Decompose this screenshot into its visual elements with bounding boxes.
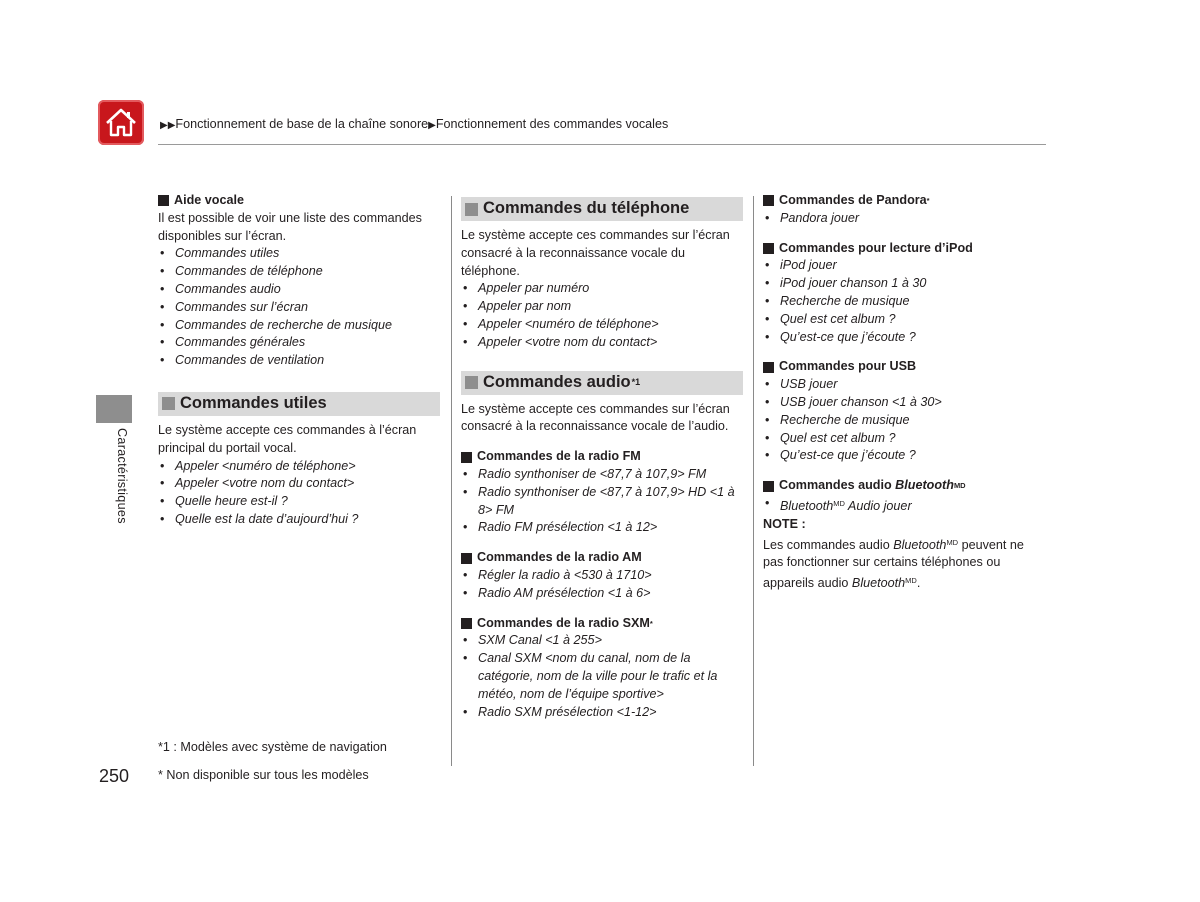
footnote-availability: * Non disponible sur tous les modèles bbox=[158, 768, 369, 782]
square-bullet-icon bbox=[158, 195, 169, 206]
footnote-navigation: *1 : Modèles avec système de navigation bbox=[158, 740, 387, 754]
list-item: • Régler la radio à <530 à 1710> bbox=[461, 567, 743, 585]
commandes-utiles-list bbox=[158, 458, 440, 529]
bluetooth-audio-list bbox=[763, 495, 1045, 516]
list-item: • Radio AM présélection <1 à 6> bbox=[461, 585, 743, 603]
list-item: • Commandes utiles bbox=[158, 245, 440, 263]
chapter-tab-label: Caractéristiques bbox=[114, 428, 129, 524]
radio-am-heading: Commandes de la radio AM bbox=[461, 549, 743, 567]
list-item: • Qu’est-ce que j’écoute ? bbox=[763, 329, 1045, 347]
column-divider-1 bbox=[451, 196, 452, 766]
column-2 bbox=[461, 197, 743, 721]
aide-vocale-heading: Aide vocale bbox=[158, 192, 440, 210]
list-item: • Appeler <numéro de téléphone> bbox=[461, 316, 743, 334]
commandes-telephone-list bbox=[461, 280, 743, 351]
list-item: • Appeler <votre nom du contact> bbox=[461, 334, 743, 352]
list-item: • iPod jouer chanson 1 à 30 bbox=[763, 275, 1045, 293]
column-3 bbox=[763, 192, 1045, 593]
list-item: • SXM Canal <1 à 255> bbox=[461, 632, 743, 650]
list-item: • Quelle heure est-il ? bbox=[158, 493, 440, 511]
list-item: • Bluetooth$^{MD}$ Audio jouer bbox=[763, 495, 1045, 516]
pandora-list bbox=[763, 210, 1045, 228]
square-bullet-icon bbox=[461, 618, 472, 629]
breadcrumb-link-audio[interactable]: Fonctionnement de base de la chaîne sonore bbox=[175, 117, 429, 131]
square-bullet-icon bbox=[461, 553, 472, 564]
radio-sxm-list bbox=[461, 632, 743, 721]
list-item: • Radio synthoniser de <87,7 à 107,9> FM bbox=[461, 466, 743, 484]
home-icon bbox=[98, 100, 144, 145]
list-item: • USB jouer chanson <1 à 30> bbox=[763, 394, 1045, 412]
commandes-audio-heading: Commandes audio *1 bbox=[461, 371, 743, 395]
square-bullet-icon bbox=[763, 481, 774, 492]
list-item: • Appeler par numéro bbox=[461, 280, 743, 298]
square-bullet-icon bbox=[461, 452, 472, 463]
header-divider bbox=[158, 144, 1046, 145]
usb-heading: Commandes pour USB bbox=[763, 358, 1045, 376]
column-1 bbox=[158, 192, 440, 529]
list-item: • Radio SXM présélection <1-12> bbox=[461, 704, 743, 722]
list-item: • Commandes de téléphone bbox=[158, 263, 440, 281]
usb-list bbox=[763, 376, 1045, 465]
grey-square-icon bbox=[465, 203, 478, 216]
list-item: • Appeler par nom bbox=[461, 298, 743, 316]
breadcrumb-arrows-icon: ▶▶ bbox=[160, 120, 176, 131]
list-item: • Quel est cet album ? bbox=[763, 430, 1045, 448]
availability-mark: * bbox=[926, 196, 930, 205]
commandes-telephone-text: Le système accepte ces commandes sur l’écran consacré à la reconnaissance vocale du téléphone. bbox=[461, 228, 730, 278]
list-item: • Appeler <numéro de téléphone> bbox=[158, 458, 440, 476]
list-item: • Canal SXM <nom du canal, nom de la catégorie, nom de la ville pour le trafic et la météo, nom de l’équipe sportive> bbox=[461, 650, 743, 703]
list-item: • Radio synthoniser de <87,7 à 107,9> HD <1 à 8> FM bbox=[461, 484, 743, 520]
chapter-tab-marker[interactable] bbox=[96, 395, 132, 423]
breadcrumb-current: Fonctionnement des commandes vocales bbox=[435, 117, 669, 131]
commandes-telephone-heading: Commandes du téléphone bbox=[461, 197, 743, 221]
grey-square-icon bbox=[162, 397, 175, 410]
list-item: • Radio FM présélection <1 à 12> bbox=[461, 519, 743, 537]
commandes-audio-text: Le système accepte ces commandes sur l’écran consacré à la reconnaissance vocale de l’audio. bbox=[461, 401, 730, 434]
square-bullet-icon bbox=[763, 195, 774, 206]
list-item: • Commandes sur l’écran bbox=[158, 299, 440, 317]
breadcrumb-separator-icon: ▶ bbox=[428, 120, 436, 131]
aide-vocale-list bbox=[158, 245, 440, 370]
radio-fm-heading: Commandes de la radio FM bbox=[461, 448, 743, 466]
list-item: • Recherche de musique bbox=[763, 293, 1045, 311]
note-text: Les commandes audio Bluetooth$^{MD}$ peuvent ne pas fonctionner sur certains téléphones ou appareils audio Bluetooth$^{MD}$. bbox=[763, 537, 1028, 591]
list-item: • Commandes audio bbox=[158, 281, 440, 299]
ipod-heading: Commandes pour lecture d’iPod bbox=[763, 240, 1045, 258]
breadcrumb bbox=[160, 116, 668, 135]
square-bullet-icon bbox=[763, 362, 774, 373]
footnote-mark: *1 bbox=[631, 376, 641, 387]
pandora-heading: Commandes de Pandora * bbox=[763, 192, 1045, 210]
list-item: • Commandes de recherche de musique bbox=[158, 317, 440, 335]
note-label: NOTE : bbox=[763, 516, 806, 531]
home-button[interactable] bbox=[98, 100, 144, 145]
square-bullet-icon bbox=[763, 243, 774, 254]
grey-square-icon bbox=[465, 376, 478, 389]
list-item: • USB jouer bbox=[763, 376, 1045, 394]
list-item: • Pandora jouer bbox=[763, 210, 1045, 228]
ipod-list bbox=[763, 257, 1045, 346]
bluetooth-audio-heading: Commandes audio Bluetooth MD bbox=[763, 477, 1045, 495]
list-item: • Quelle est la date d’aujourd’hui ? bbox=[158, 511, 440, 529]
list-item: • iPod jouer bbox=[763, 257, 1045, 275]
radio-am-list bbox=[461, 567, 743, 603]
list-item: • Quel est cet album ? bbox=[763, 311, 1045, 329]
aide-vocale-text: Il est possible de voir une liste des commandes disponibles sur l’écran. bbox=[158, 210, 422, 243]
column-divider-2 bbox=[753, 196, 754, 766]
list-item: • Appeler <votre nom du contact> bbox=[158, 475, 440, 493]
commandes-utiles-text: Le système accepte ces commandes à l’écran principal du portail vocal. bbox=[158, 422, 417, 455]
list-item: • Qu’est-ce que j’écoute ? bbox=[763, 447, 1045, 465]
availability-mark: * bbox=[649, 618, 653, 628]
page-number: 250 bbox=[99, 766, 130, 786]
list-item: • Commandes de ventilation bbox=[158, 352, 440, 370]
radio-sxm-heading: Commandes de la radio SXM * bbox=[461, 615, 743, 633]
list-item: • Recherche de musique bbox=[763, 412, 1045, 430]
list-item: • Commandes générales bbox=[158, 334, 440, 352]
commandes-utiles-heading: Commandes utiles bbox=[158, 392, 440, 416]
radio-fm-list bbox=[461, 466, 743, 537]
